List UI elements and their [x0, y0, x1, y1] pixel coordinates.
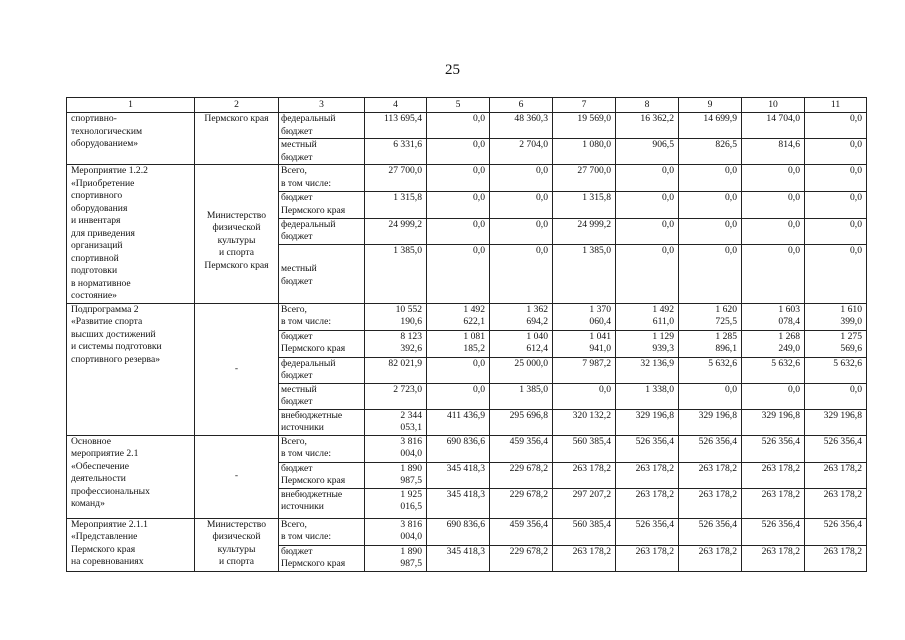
- amount-cell: 1 890 987,5: [365, 545, 427, 571]
- amount-cell: 0,0: [805, 383, 867, 409]
- amount-cell: 0,0: [805, 218, 867, 244]
- funding-source-cell: местный бюджет: [279, 383, 365, 409]
- amount-cell: 0,0: [616, 192, 679, 218]
- amount-cell: 295 696,8: [490, 409, 553, 435]
- amount-cell: 263 178,2: [742, 488, 805, 518]
- amount-cell: 826,5: [679, 139, 742, 165]
- amount-cell: 0,0: [679, 383, 742, 409]
- amount-cell: 1 362 694,2: [490, 303, 553, 330]
- program-name-cell: Мероприятие 2.1.1 «Представление Пермского края на соревнованиях: [67, 518, 195, 571]
- amount-cell: 0,0: [679, 192, 742, 218]
- amount-cell: 345 418,3: [427, 545, 490, 571]
- amount-cell: 32 136,9: [616, 357, 679, 383]
- amount-cell: 263 178,2: [553, 462, 616, 488]
- amount-cell: 0,0: [805, 245, 867, 303]
- amount-cell: 329 196,8: [805, 409, 867, 435]
- amount-cell: 2 344 053,1: [365, 409, 427, 435]
- amount-cell: 0,0: [427, 165, 490, 192]
- amount-cell: 1 129 939,3: [616, 330, 679, 357]
- amount-cell: 263 178,2: [616, 462, 679, 488]
- amount-cell: 113 695,4: [365, 113, 427, 139]
- column-number: 3: [279, 98, 365, 113]
- amount-cell: 0,0: [742, 383, 805, 409]
- funding-source-cell: федеральный бюджет: [279, 218, 365, 244]
- amount-cell: 1 492 622,1: [427, 303, 490, 330]
- amount-cell: 0,0: [427, 218, 490, 244]
- amount-cell: 1 315,8: [365, 192, 427, 218]
- amount-cell: 0,0: [490, 192, 553, 218]
- amount-cell: 329 196,8: [679, 409, 742, 435]
- program-name-cell: Мероприятие 1.2.2 «Приобретение спортивного оборудования и инвентаря для приведения организаций спортивной подготовки в нормативное состояние»: [67, 165, 195, 304]
- amount-cell: 1 338,0: [616, 383, 679, 409]
- funding-source-cell: Всего, в том числе:: [279, 303, 365, 330]
- amount-cell: 0,0: [490, 218, 553, 244]
- page-number: 25: [445, 62, 460, 78]
- amount-cell: 0,0: [490, 165, 553, 192]
- amount-cell: 48 360,3: [490, 113, 553, 139]
- column-number: 8: [616, 98, 679, 113]
- amount-cell: 14 704,0: [742, 113, 805, 139]
- program-name-cell: Основное мероприятие 2.1 «Обеспечение деятельности профессиональных команд»: [67, 435, 195, 518]
- amount-cell: 0,0: [805, 192, 867, 218]
- program-name-cell: Подпрограмма 2 «Развитие спорта высших достижений и системы подготовки спортивного резерва»: [67, 303, 195, 435]
- amount-cell: 6 331,6: [365, 139, 427, 165]
- amount-cell: 1 041 941,0: [553, 330, 616, 357]
- amount-cell: 1 268 249,0: [742, 330, 805, 357]
- funding-source-cell: федеральный бюджет: [279, 357, 365, 383]
- executor-cell: Пермского края: [195, 113, 279, 165]
- amount-cell: 0,0: [427, 192, 490, 218]
- column-number: 9: [679, 98, 742, 113]
- funding-source-cell: Всего, в том числе:: [279, 435, 365, 462]
- amount-cell: 329 196,8: [616, 409, 679, 435]
- funding-source-cell: бюджет Пермского края: [279, 192, 365, 218]
- amount-cell: 2 704,0: [490, 139, 553, 165]
- column-number: 2: [195, 98, 279, 113]
- amount-cell: 229 678,2: [490, 462, 553, 488]
- column-number: 7: [553, 98, 616, 113]
- amount-cell: 263 178,2: [805, 545, 867, 571]
- amount-cell: 3 816 004,0: [365, 518, 427, 545]
- amount-cell: 690 836,6: [427, 518, 490, 545]
- amount-cell: 5 632,6: [805, 357, 867, 383]
- amount-cell: 0,0: [805, 139, 867, 165]
- amount-cell: 0,0: [742, 245, 805, 303]
- amount-cell: 263 178,2: [805, 488, 867, 518]
- amount-cell: 0,0: [427, 139, 490, 165]
- amount-cell: 19 569,0: [553, 113, 616, 139]
- table-row: [67, 435, 867, 462]
- amount-cell: 320 132,2: [553, 409, 616, 435]
- amount-cell: 0,0: [742, 218, 805, 244]
- amount-cell: 1 040 612,4: [490, 330, 553, 357]
- executor-cell: Министерство физической культуры и спорта Пермского края: [195, 165, 279, 304]
- funding-source-cell: бюджет Пермского края: [279, 545, 365, 571]
- amount-cell: 1 620 725,5: [679, 303, 742, 330]
- funding-source-cell: внебюджетные источники: [279, 488, 365, 518]
- column-number: 10: [742, 98, 805, 113]
- funding-source-cell: местный бюджет: [279, 139, 365, 165]
- amount-cell: 1 385,0: [490, 383, 553, 409]
- amount-cell: 0,0: [679, 218, 742, 244]
- amount-cell: 5 632,6: [679, 357, 742, 383]
- amount-cell: 0,0: [490, 245, 553, 303]
- column-number: 1: [67, 98, 195, 113]
- amount-cell: 1 385,0: [553, 245, 616, 303]
- amount-cell: 7 987,2: [553, 357, 616, 383]
- funding-source-cell: бюджет Пермского края: [279, 462, 365, 488]
- budget-table: [66, 97, 867, 572]
- amount-cell: 1 315,8: [553, 192, 616, 218]
- amount-cell: 8 123 392,6: [365, 330, 427, 357]
- amount-cell: 263 178,2: [742, 545, 805, 571]
- table-row: [67, 113, 867, 139]
- program-name-cell: спортивно- технологическим оборудованием»: [67, 113, 195, 165]
- amount-cell: 526 356,4: [742, 435, 805, 462]
- amount-cell: 25 000,0: [490, 357, 553, 383]
- amount-cell: 2 723,0: [365, 383, 427, 409]
- amount-cell: 690 836,6: [427, 435, 490, 462]
- amount-cell: 526 356,4: [679, 435, 742, 462]
- amount-cell: 263 178,2: [679, 545, 742, 571]
- executor-cell: -: [195, 435, 279, 518]
- amount-cell: 5 632,6: [742, 357, 805, 383]
- amount-cell: 27 700,0: [553, 165, 616, 192]
- amount-cell: 526 356,4: [616, 518, 679, 545]
- amount-cell: 329 196,8: [742, 409, 805, 435]
- amount-cell: 411 436,9: [427, 409, 490, 435]
- amount-cell: 0,0: [616, 165, 679, 192]
- amount-cell: 560 385,4: [553, 518, 616, 545]
- amount-cell: 297 207,2: [553, 488, 616, 518]
- amount-cell: 0,0: [616, 218, 679, 244]
- funding-source-cell: бюджет Пермского края: [279, 330, 365, 357]
- amount-cell: 263 178,2: [742, 462, 805, 488]
- amount-cell: 263 178,2: [805, 462, 867, 488]
- amount-cell: 345 418,3: [427, 462, 490, 488]
- table-row: [67, 518, 867, 545]
- funding-source-cell: местный бюджет: [279, 245, 365, 303]
- amount-cell: 345 418,3: [427, 488, 490, 518]
- amount-cell: 82 021,9: [365, 357, 427, 383]
- amount-cell: 263 178,2: [553, 545, 616, 571]
- amount-cell: 0,0: [427, 357, 490, 383]
- executor-cell: -: [195, 303, 279, 435]
- amount-cell: 459 356,4: [490, 435, 553, 462]
- amount-cell: 1 385,0: [365, 245, 427, 303]
- amount-cell: 0,0: [616, 245, 679, 303]
- funding-source-cell: внебюджетные источники: [279, 409, 365, 435]
- amount-cell: 1 492 611,0: [616, 303, 679, 330]
- amount-cell: 229 678,2: [490, 488, 553, 518]
- amount-cell: 1 925 016,5: [365, 488, 427, 518]
- amount-cell: 526 356,4: [742, 518, 805, 545]
- amount-cell: 10 552 190,6: [365, 303, 427, 330]
- amount-cell: 1 285 896,1: [679, 330, 742, 357]
- amount-cell: 1 370 060,4: [553, 303, 616, 330]
- amount-cell: 0,0: [805, 165, 867, 192]
- amount-cell: 1 081 185,2: [427, 330, 490, 357]
- amount-cell: 1 603 078,4: [742, 303, 805, 330]
- amount-cell: 1 610 399,0: [805, 303, 867, 330]
- amount-cell: 906,5: [616, 139, 679, 165]
- amount-cell: 263 178,2: [616, 488, 679, 518]
- funding-source-cell: Всего, в том числе:: [279, 165, 365, 192]
- amount-cell: 1 275 569,6: [805, 330, 867, 357]
- amount-cell: 0,0: [553, 383, 616, 409]
- amount-cell: 0,0: [679, 165, 742, 192]
- amount-cell: 0,0: [742, 165, 805, 192]
- amount-cell: 526 356,4: [679, 518, 742, 545]
- amount-cell: 459 356,4: [490, 518, 553, 545]
- funding-source-cell: Всего, в том числе:: [279, 518, 365, 545]
- amount-cell: 229 678,2: [490, 545, 553, 571]
- amount-cell: 526 356,4: [805, 435, 867, 462]
- amount-cell: 24 999,2: [365, 218, 427, 244]
- amount-cell: 3 816 004,0: [365, 435, 427, 462]
- funding-source-cell: федеральный бюджет: [279, 113, 365, 139]
- amount-cell: 0,0: [742, 192, 805, 218]
- amount-cell: 1 890 987,5: [365, 462, 427, 488]
- amount-cell: 560 385,4: [553, 435, 616, 462]
- table-row: [67, 303, 867, 330]
- amount-cell: 1 080,0: [553, 139, 616, 165]
- amount-cell: 526 356,4: [616, 435, 679, 462]
- amount-cell: 526 356,4: [805, 518, 867, 545]
- amount-cell: 0,0: [427, 245, 490, 303]
- amount-cell: 16 362,2: [616, 113, 679, 139]
- amount-cell: 0,0: [427, 383, 490, 409]
- column-number: 6: [490, 98, 553, 113]
- table-row: [67, 165, 867, 192]
- column-number: 5: [427, 98, 490, 113]
- amount-cell: 0,0: [805, 113, 867, 139]
- column-number: 11: [805, 98, 867, 113]
- amount-cell: 814,6: [742, 139, 805, 165]
- amount-cell: 14 699,9: [679, 113, 742, 139]
- amount-cell: 263 178,2: [616, 545, 679, 571]
- amount-cell: 27 700,0: [365, 165, 427, 192]
- amount-cell: 0,0: [427, 113, 490, 139]
- amount-cell: 263 178,2: [679, 462, 742, 488]
- amount-cell: 263 178,2: [679, 488, 742, 518]
- executor-cell: Министерство физической культуры и спорта: [195, 518, 279, 571]
- column-number-row: [67, 98, 867, 113]
- amount-cell: 0,0: [679, 245, 742, 303]
- amount-cell: 24 999,2: [553, 218, 616, 244]
- column-number: 4: [365, 98, 427, 113]
